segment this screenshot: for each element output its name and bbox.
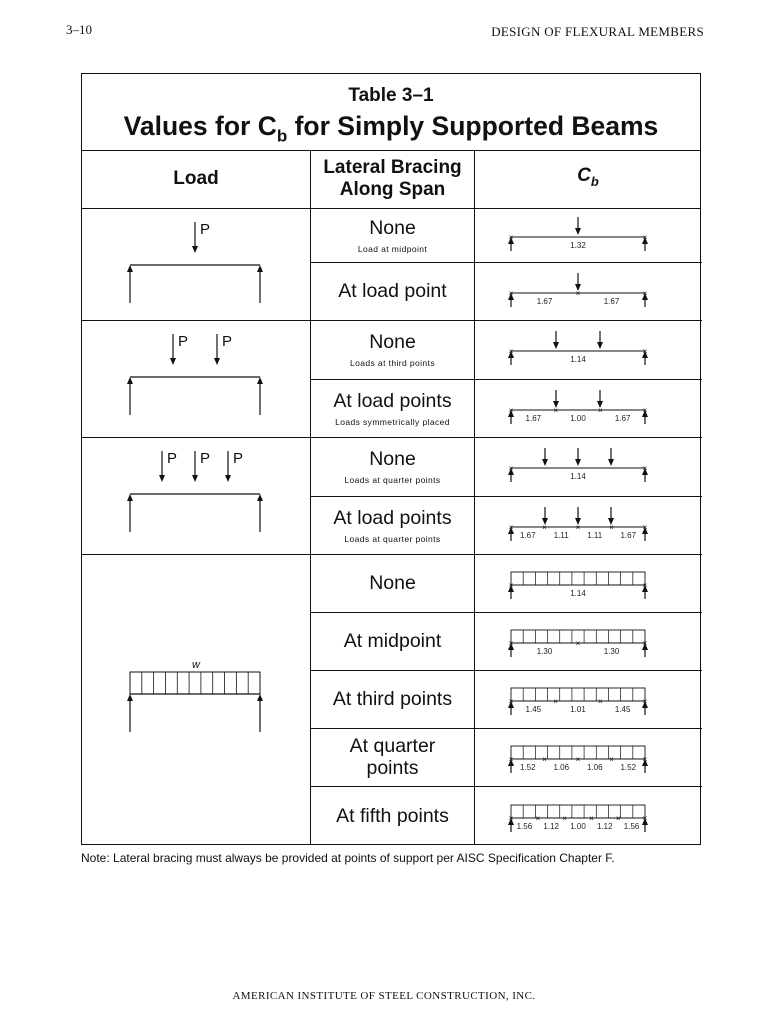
brace-point-mark: × [642, 581, 648, 590]
bracing-cell [311, 320, 474, 379]
column-header-bracing [311, 150, 474, 208]
bracing-cell [311, 379, 474, 437]
brace-point-mark: × [642, 464, 648, 473]
cb-value: 1.67 [536, 297, 553, 306]
load-arrow [542, 448, 548, 466]
bracing-note: Loads at quarter points [344, 475, 441, 485]
cb-diagram [475, 670, 701, 728]
cb-value: 1.45 [525, 705, 542, 714]
brace-point-mark: × [642, 289, 648, 298]
load-label: P [233, 450, 244, 467]
bracing-note: Loads at third points [350, 358, 435, 368]
cb-diagram [475, 496, 701, 554]
title-prefix: Values for C [123, 111, 277, 141]
cb-value: 1.52 [620, 763, 637, 772]
column-headers [82, 150, 700, 209]
brace-point-mark: × [609, 523, 614, 532]
brace-point-mark: × [589, 814, 594, 823]
bracing-label: At third points [332, 688, 453, 710]
cb-value: 1.30 [536, 647, 553, 656]
cb-diagram [475, 786, 701, 846]
load-arrow [608, 448, 614, 466]
load-label: P [178, 333, 189, 350]
bracing-label: None [369, 448, 416, 470]
bracing-cell [311, 208, 474, 262]
bracing-label: At quarter points [349, 735, 436, 779]
brace-point-mark: × [642, 233, 648, 242]
cb-value: 1.11 [587, 531, 603, 540]
brace-point-mark: × [508, 581, 514, 590]
cb-table [81, 73, 701, 845]
brace-point-mark: × [642, 639, 648, 648]
bracing-label: None [369, 216, 416, 239]
load-label: P [200, 450, 211, 467]
brace-point-mark: × [642, 697, 648, 706]
load-label: P [200, 221, 211, 238]
brace-point-mark: × [562, 814, 567, 823]
load-arrow [553, 331, 559, 349]
bracing-cell [311, 670, 474, 728]
cb-value: 1.00 [570, 414, 586, 423]
cb-diagram [475, 554, 701, 612]
brace-point-mark: × [508, 814, 514, 823]
brace-point-mark: × [508, 406, 514, 415]
table-number: Table 3–1 [348, 85, 434, 106]
support-reaction-right [257, 377, 263, 415]
brace-point-mark: × [642, 347, 648, 356]
load-arrow [597, 331, 603, 349]
load-arrow [575, 448, 581, 466]
brace-point-mark: × [535, 814, 541, 823]
cb-value: 1.32 [570, 241, 586, 250]
cb-value: 1.45 [614, 705, 631, 714]
brace-point-mark: × [642, 406, 648, 415]
cb-diagram [475, 320, 701, 379]
cb-value: 1.14 [570, 589, 586, 598]
brace-point-mark: × [553, 697, 559, 706]
brace-point-mark: × [575, 755, 581, 764]
brace-point-mark: × [508, 464, 514, 473]
brace-point-mark: × [508, 639, 514, 648]
bracing-label: At load points [333, 506, 452, 529]
title-suffix: for Simply Supported Beams [287, 111, 659, 141]
point-load-arrow [192, 451, 198, 482]
bracing-cell [311, 612, 474, 670]
cb-value: 1.12 [543, 822, 559, 831]
brace-point-mark: × [553, 406, 559, 415]
point-load-arrow [170, 334, 176, 365]
cb-value: 1.00 [570, 822, 586, 831]
load-label: P [167, 450, 178, 467]
cb-value: 1.67 [525, 414, 542, 423]
distributed-load [511, 805, 645, 818]
bracing-cell [311, 554, 474, 612]
cb-value: 1.12 [597, 822, 613, 831]
cb-diagram [475, 208, 701, 262]
cb-value: 1.06 [586, 763, 603, 772]
bracing-label: At fifth points [336, 805, 449, 827]
brace-point-mark: × [575, 639, 581, 648]
support-reaction-left [127, 377, 133, 415]
brace-point-mark: × [508, 697, 514, 706]
cb-value: 1.06 [553, 763, 570, 772]
bracing-label: None [369, 331, 416, 353]
cb-diagram [475, 379, 701, 437]
bracing-header-line1: Lateral Bracing [323, 157, 462, 178]
load-label: P [222, 333, 233, 350]
brace-point-mark: × [575, 523, 581, 532]
cb-value: 1.56 [623, 822, 640, 831]
support-reaction-left [127, 494, 133, 532]
cb-value: 1.52 [519, 763, 536, 772]
title-subscript: b [276, 126, 288, 146]
cb-value: 1.14 [570, 472, 586, 481]
cb-value: 1.67 [614, 414, 631, 423]
load-diagram [82, 437, 310, 554]
brace-point-mark: × [609, 755, 614, 764]
brace-point-mark: × [508, 289, 514, 298]
cb-value: 1.11 [553, 531, 569, 540]
support-reaction-right [257, 265, 263, 303]
brace-point-mark: × [575, 289, 581, 298]
point-load-arrow [192, 222, 198, 253]
brace-point-mark: × [615, 814, 621, 823]
cb-value: 1.14 [570, 355, 586, 364]
cb-value: 1.67 [603, 297, 620, 306]
cb-diagram [475, 437, 701, 496]
cb-value: 1.30 [603, 647, 620, 656]
load-arrow [575, 217, 581, 235]
page-footer: AMERICAN INSTITUTE OF STEEL CONSTRUCTION, INC. [232, 990, 536, 1002]
bracing-cell [311, 728, 474, 786]
bracing-label: At midpoint [343, 630, 442, 652]
bracing-label: At load points [333, 389, 452, 412]
cb-value: 1.67 [620, 531, 637, 540]
cb-diagram [475, 612, 701, 670]
brace-point-mark: × [597, 697, 603, 706]
cb-diagram [475, 728, 701, 786]
brace-point-mark: × [642, 755, 648, 764]
bracing-cell [311, 262, 474, 320]
support-reaction-left [127, 694, 133, 732]
cb-value: 1.56 [516, 822, 533, 831]
table-header [82, 74, 700, 151]
brace-point-mark: × [508, 523, 514, 532]
load-diagram [82, 554, 310, 846]
brace-point-mark: × [542, 523, 547, 532]
support-reaction-right [257, 494, 263, 532]
distributed-load [130, 672, 260, 694]
brace-point-mark: × [508, 233, 514, 242]
support-reaction-right [257, 694, 263, 732]
brace-point-mark: × [542, 755, 547, 764]
support-reaction-left [127, 265, 133, 303]
point-load-arrow [225, 451, 231, 482]
bracing-cell [311, 496, 474, 554]
bracing-label: None [369, 572, 416, 594]
distributed-load [511, 572, 645, 585]
column-header-load: Load [173, 168, 219, 189]
brace-point-mark: × [642, 814, 648, 823]
point-load-arrow [159, 451, 165, 482]
bracing-label: At load point [338, 280, 447, 302]
cb-symbol: $C_b$ [577, 165, 599, 189]
cb-diagram [475, 262, 701, 320]
point-load-arrow [214, 334, 220, 365]
load-diagram [82, 320, 310, 437]
bracing-cell [311, 786, 474, 846]
brace-point-mark: × [508, 755, 514, 764]
table-note: Note: Lateral bracing must always be provided at points of support per AISC Specification Chapter F. [81, 851, 615, 865]
bracing-note: Load at midpoint [357, 243, 428, 254]
brace-point-mark: × [597, 406, 603, 415]
load-diagram [82, 208, 310, 320]
bracing-header-line2: Along Span [339, 179, 446, 200]
page-number: 3–10 [66, 22, 92, 37]
distributed-load [511, 688, 645, 701]
bracing-cell [311, 437, 474, 496]
column-header-cb [475, 150, 701, 208]
table-title [82, 111, 700, 146]
running-head: DESIGN OF FLEXURAL MEMBERS [491, 24, 704, 39]
bracing-note: Loads symmetrically placed [335, 416, 450, 427]
load-label: w [192, 659, 200, 671]
bracing-note: Loads at quarter points [344, 533, 441, 544]
brace-point-mark: × [642, 523, 648, 532]
cb-value: 1.67 [519, 531, 536, 540]
brace-point-mark: × [508, 347, 514, 356]
cb-value: 1.01 [570, 705, 586, 714]
